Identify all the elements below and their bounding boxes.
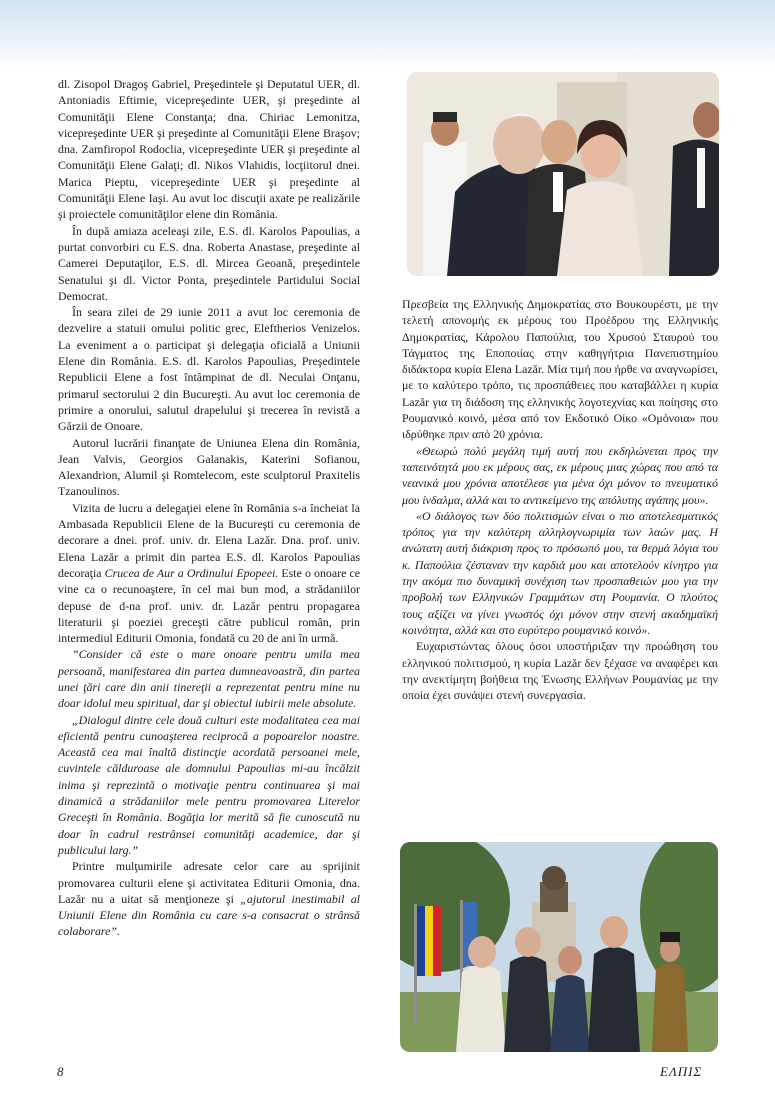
paragraph-text: Printre mulţumirile adresate celor care au sprijinit promovarea culturii elene şi activitatea Editurii Omonia, dna. Lazăr nu a uitat să menţioneze şi <box>58 859 360 906</box>
decoration-name: Crucea de Aur a Ordinului Epopeei. <box>104 565 279 580</box>
greek-paragraph: Ευχαριστώντας όλους όσοι υποστήριξαν την προώθηση του ελληνικού πολιτισμού, η κυρία Lazăr δεν ξέχασε να αναφέρει και την ανεκτίμητη βοήθεια της Ένωσης Ελλήνων Ρουμανίας με την οποία έχει συνάψει στενή συνεργασία. <box>402 639 718 703</box>
paragraph <box>58 858 360 939</box>
paragraph: Autorul lucrării finanţate de Uniunea Elena din România, Jean Valvis, Georgios Galanakis, Katerini Sofianou, Alexandrion, Alumil şi Romtelecom, este sculptorul Praxitelis Tzanoulinos. <box>58 435 360 499</box>
magazine-name: ΕΛΠΙΣ <box>660 1064 703 1079</box>
greek-quote-paragraph: «Θεωρώ πολύ μεγάλη τιμή αυτή που εκδηλώνεται προς την ταπεινότητά μου εκ μέρους σας, εκ μέρους μιας χώρας που από τα νεανικά μου χρόνια αποτέλεσε για μένα όχι μόνον το πνευματικό μου ίνδαλμα, αλλά και το αντικείμενο της απόλυτης αγάπης μου». <box>402 443 718 507</box>
paragraph-text: Vizita de lucru a delegaţiei elene în România s-a încheiat la Ambasada Republicii Elene de la Bucureşti cu ceremonia de decorare a dnei. prof. univ. dr. Elena Lazăr. Dna. prof. univ. Elena Lazăr a primit din partea E.S. dl. Karolos Papoulias decoraţia <box>58 500 360 580</box>
quote-paragraph: „Dialogul dintre cele două culturi este modalitatea cea mai eficientă pentru cunoaşterea reciprocă a popoarelor noastre. Această cea mai înaltă distincţie acordată persoanei mele, cuvintele călduroase ale domnului Papoulias mi-au încălzit inima şi reprezintă o motivaţie pentru continuarea şi mai dinamică a strădaniilor mele pentru promovarea Literelor Greceşti în România. Bogăţia lor merită să fie cunoscută nu doar în cadrul restrânsei comunităţi academice, dar şi publicului larg.” <box>58 712 360 857</box>
header-band <box>0 0 775 70</box>
ceremony-photo-illustration <box>407 72 719 276</box>
paragraph <box>58 500 360 647</box>
right-column <box>402 296 718 703</box>
statue-unveiling-illustration <box>400 842 718 1052</box>
paragraph: În seara zilei de 29 iunie 2011 a avut loc ceremonia de dezvelire a statuii omului politic grec, Eleftherios Venizelos. La eveniment a o participat şi delegaţia oficială a Uniunii Elene din România. E.S. dl. Karolos Papoulias, Preşedintele Republicii Elene a fost întâmpinat de dl. Neculai Onţanu, primarul sectorului 2 din Bucureşti. Au avut loc ceremonia de primire a onorului, salutul drapelului şi trecerea în revistă a Gărzii de Onoare. <box>58 305 360 434</box>
paragraph: În după amiaza aceleaşi zile, E.S. dl. Karolos Papoulias, a purtat convorbiri cu E.S. dna. Roberta Anastase, preşedinte al Camerei Deputaţilor, E.S. dl. Mircea Geoană, preşedintele Senatului şi dl. Victor Ponta, preşedintele Partidului Social Democrat. <box>58 223 360 303</box>
greek-quote-paragraph: «Ο διάλογος των δύο πολιτισμών είναι ο πιο αποτελεσματικός τρόπος για την καλύτερη αλληλογνωριμία των λαών μας. Η ανώτατη αυτή διάκριση προς το πρόσωπό μου, τα θερμά λόγια του κ. Παπούλια ζέσταναν την καρδιά μου και αποτελούν κίνητρο για την ακόμα πιο δυναμική συνέχιση των προσπαθειών μου για την προβολή των Ελληνικών Γραμμάτων στη Ρουμανία. Ο πλούτος τους αξίζει να γίνει γνωστός όχι μόνον στην στενή ακαδημαϊκή κοινότητα, αλλά και στο ευρύτερο ρουμανικό κοινό». <box>402 508 718 637</box>
paragraph: dl. Zisopol Dragoş Gabriel, Preşedintele şi Deputatul UER, dl. Antoniadis Eftimie, vicepreşedinte UER, şi preşedinte al Comunităţii Elene Constanţa; dna. Chiriac Lemonitza, vicepreşedinte UER şi preşedinte al Comunităţii Elene Braşov; dna. Zamfiropol Rodoclia, vicepreşedinte UER şi preşedinte al Comunităţii Elene Galaţi; dl. Nikos Vlahidis, locţiitorul dnei. Marica Pieptu, vicepreşedinte UER şi preşedinte al Comunităţii Elene Iaşi. Au avut loc discuţii axate pe realizările şi proiectele comunităţilor elene din România. <box>58 77 360 222</box>
greek-paragraph: Πρεσβεία της Ελληνικής Δημοκρατίας στο Βουκουρέστι, με την τελετή απονομής εκ μέρους του Προέδρου της Ελληνικής Δημοκρατίας, Κάρολου Παπούλια, του Χρυσού Σταυρού του Τάγματος της Εποποιίας στην καθηγήτρια Πανεπιστημίου διδάκτορα κυρία Elena Lazăr. Μία τιμή που ήρθε να αναγνωρίσει, με το καλύτερο τρόπο, τις προσπάθειες που καταβάλλει η κυρία Lazăr για τη διάδοση της ελληνικής λογοτεχνίας και ποίησης στο Ρουμανικό κοινό, μέσα από τον Εκδοτικό Οίκο «Ομόνοια» που ιδρύθηκε πριν από 20 χρόνια. <box>402 297 718 442</box>
quote-paragraph: ”Consider că este o mare onoare pentru umila mea persoană, manifestarea din partea dumneavoastră, din partea unei ţări care din anii tinereţii a reprezentat pentru mine nu doar idolul meu spiritual, dar şi obiectul iubirii mele absolute. <box>58 647 360 711</box>
left-column <box>58 76 360 940</box>
paragraph-text: Este o onoare ce vine ca o recunoaştere, în cel mai bun mod, a strădaniilor depuse de d-na prof. univ. dr. Lazăr pentru propagarea literaturii şi poeziei greceşti către publicul român, prin intermediul Editurii Omonia, fondată cu 20 de ani în urmă. <box>58 565 360 646</box>
ceremony-photo <box>407 72 719 276</box>
statue-unveiling-photo <box>400 842 718 1052</box>
quote-inline: „ajutorul inestimabil al Uniunii Elene din România cu care s-a consacrat o strânsă colaborare”. <box>58 891 360 939</box>
page-number: 8 <box>57 1064 64 1079</box>
